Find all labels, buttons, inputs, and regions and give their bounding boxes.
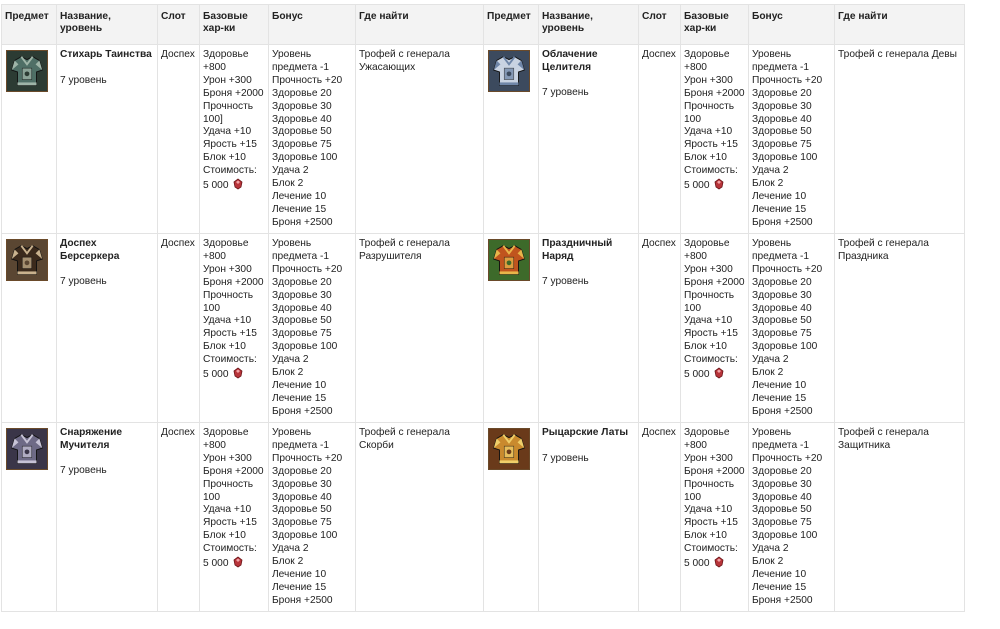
item-slot: Доспех [158,234,200,423]
base-stat-line: 100 [203,302,220,314]
base-stat-line: Блок +10 [684,152,727,164]
item-source [356,234,484,423]
item-name-cell [57,423,158,612]
bonus-line: Лечение 10 [272,568,327,580]
item-source [835,45,965,234]
base-stat-line: +800 [684,439,707,451]
base-stat-line: +800 [684,250,707,262]
base-stat-line: Урон +300 [684,263,733,275]
header-bonus: Бонус [269,5,356,45]
base-stat-line: Здоровье [203,238,249,249]
source-line: Трофей с генерала [359,427,450,438]
bonus-line: Здоровье 100 [272,341,338,353]
bonus-line: Здоровье 40 [752,113,812,125]
items-table-left [1,4,484,612]
item-bonus [749,45,835,234]
source-line: Скорби [359,439,394,451]
spiked-armor-icon [6,428,48,470]
header-item: Предмет [2,5,57,45]
base-stat-line: Прочность [684,100,735,112]
base-stat-line: Броня +2000 [203,465,264,477]
bonus-line: Лечение 10 [752,190,807,202]
item-bonus [269,45,356,234]
base-stat-line: Удача +10 [203,126,252,138]
item-name: Праздничный Наряд [542,238,613,262]
item-name: Облачение Целителя [542,49,598,73]
cost-line [203,178,265,193]
base-stat-line: Стоимость: [203,165,257,177]
bonus-line: Здоровье 30 [272,478,332,490]
base-stat-line: Прочность [203,100,254,112]
bonus-line: Лечение 10 [272,190,327,202]
currency-gem-icon [232,178,244,190]
bonus-line: предмета -1 [272,439,330,451]
bonus-line: Прочность +20 [272,452,343,464]
bonus-line: Блок 2 [752,367,784,379]
base-stat-line: Здоровье [684,238,730,249]
cost-value: 5 000 [684,180,710,192]
base-stat-line: Прочность [684,289,735,301]
item-source [356,45,484,234]
table-row [2,423,484,612]
item-name-cell [539,45,639,234]
bonus-line: Уровень [752,238,792,249]
base-stat-line: Здоровье [684,49,730,60]
bonus-line: Здоровье 50 [752,504,812,516]
base-stat-line: Урон +300 [684,452,733,464]
bonus-line: Здоровье 100 [272,530,338,542]
item-slot: Доспех [639,234,681,423]
item-name-cell [539,234,639,423]
bonus-line: Здоровье 20 [752,87,812,99]
base-stat-line: Урон +300 [203,452,252,464]
bonus-line: Здоровье 50 [272,126,332,138]
bonus-line: Прочность +20 [752,452,823,464]
cost-value: 5 000 [684,369,710,381]
base-stat-line: Броня +2000 [684,276,745,288]
item-icon-cell [484,45,539,234]
source-line: Трофей с генерала [359,238,450,249]
base-stat-line: Удача +10 [203,504,252,516]
base-stat-line: 100 [203,491,220,503]
bonus-line: Здоровье 30 [272,100,332,112]
base-stat-line: Здоровье [203,427,249,438]
base-stat-line: Урон +300 [203,263,252,275]
base-stat-line: Ярость +15 [203,139,257,151]
bonus-line: Прочность +20 [272,263,343,275]
header-where: Где найти [356,5,484,45]
bonus-line: Здоровье 30 [752,289,812,301]
base-stat-line: Прочность [684,478,735,490]
item-name: Доспех Берсеркера [60,238,120,262]
item-source [835,423,965,612]
bonus-line: Здоровье 40 [272,113,332,125]
base-stat-line: +800 [203,61,226,73]
currency-gem-icon [232,367,244,379]
bonus-line: Удача 2 [752,543,789,555]
source-line: Ужасающих [359,61,416,73]
bonus-line: Уровень [272,238,312,249]
bonus-line: Броня +2500 [752,405,813,417]
bonus-line: Здоровье 100 [752,152,818,164]
item-icon-cell [484,234,539,423]
source-line: Трофей с генерала Девы [838,49,957,60]
base-stat-line: Ярость +15 [684,328,738,340]
base-stat-line: +800 [203,250,226,262]
base-stat-line: Блок +10 [203,341,246,353]
base-stat-line: Блок +10 [203,152,246,164]
item-bonus [749,423,835,612]
base-stat-line: Стоимость: [684,543,738,555]
bonus-line: Лечение 10 [272,379,327,391]
dark-armor-icon [6,50,48,92]
item-slot: Доспех [639,423,681,612]
item-level: 7 уровень [542,87,589,98]
cost-line [203,367,265,382]
bonus-line: Здоровье 20 [272,465,332,477]
bonus-line: Здоровье 30 [752,478,812,490]
bonus-line: Здоровье 50 [272,504,332,516]
base-stat-line: 100 [684,113,701,125]
item-name: Снаряжение Мучителя [60,427,123,451]
table-header-row [2,5,484,45]
cost-value: 5 000 [203,180,229,192]
base-stat-line: Броня +2000 [203,87,264,99]
bonus-line: Здоровье 20 [752,276,812,288]
base-stat-line: Стоимость: [203,354,257,366]
bonus-line: Прочность +20 [752,74,823,86]
item-slot: Доспех [158,45,200,234]
bonus-line: Здоровье 50 [752,126,812,138]
bonus-line: Лечение 10 [752,568,807,580]
base-stat-line: 100 [684,302,701,314]
cost-line [684,367,745,382]
base-stat-line: Прочность [203,478,254,490]
item-base-stats [681,234,749,423]
bonus-line: Здоровье 40 [272,491,332,503]
bonus-line: Броня +2500 [272,216,333,228]
item-name-cell [57,234,158,423]
items-table-right [483,4,965,612]
bonus-line: Лечение 10 [752,379,807,391]
bonus-line: Лечение 15 [752,581,807,593]
base-stat-line: Ярость +15 [684,517,738,529]
currency-gem-icon [713,556,725,568]
bonus-line: предмета -1 [272,61,330,73]
base-stat-line: Прочность [203,289,254,301]
table-row [484,234,965,423]
header-item: Предмет [484,5,539,45]
base-stat-line: Удача +10 [684,126,733,138]
header-slot: Слот [639,5,681,45]
item-slot: Доспех [639,45,681,234]
bonus-line: Блок 2 [272,367,304,379]
bonus-line: предмета -1 [752,439,810,451]
item-slot: Доспех [158,423,200,612]
base-stat-line: Стоимость: [684,354,738,366]
bonus-line: Броня +2500 [272,594,333,606]
item-level: 7 уровень [60,276,107,287]
base-stat-line: Блок +10 [684,530,727,542]
source-line: Трофей с генерала [359,49,450,60]
cost-value: 5 000 [684,558,710,570]
bonus-line: Блок 2 [752,178,784,190]
base-stat-line: Удача +10 [684,315,733,327]
bonus-line: Прочность +20 [272,74,343,86]
base-stat-line: 100 [684,491,701,503]
bonus-line: Здоровье 100 [752,530,818,542]
header-base: Базовые хар-ки [681,5,749,45]
item-level: 7 уровень [60,74,107,86]
base-stat-line: Блок +10 [684,341,727,353]
bonus-line: Здоровье 20 [752,465,812,477]
base-stat-line: Удача +10 [684,504,733,516]
bonus-line: предмета -1 [272,250,330,262]
cost-line [684,178,745,193]
currency-gem-icon [232,556,244,568]
bone-armor-icon [6,239,48,281]
header-base: Базовые хар-ки [200,5,269,45]
bonus-line: Здоровье 20 [272,276,332,288]
base-stat-line: Удача +10 [203,315,252,327]
item-source [356,423,484,612]
bonus-line: Уровень [272,49,312,60]
item-base-stats [200,423,269,612]
source-line: Праздника [838,250,889,262]
bonus-line: Броня +2500 [752,594,813,606]
bonus-line: Прочность +20 [752,263,823,275]
currency-gem-icon [713,178,725,190]
bonus-line: Здоровье 40 [752,302,812,314]
item-name-cell [57,45,158,234]
festive-armor-icon [488,239,530,281]
source-line: Разрушителя [359,250,422,262]
white-armor-icon [488,50,530,92]
item-level: 7 уровень [542,452,589,464]
base-stat-line: Броня +2000 [684,465,745,477]
source-line: Защитника [838,439,891,451]
base-stat-line: Стоимость: [203,543,257,555]
item-base-stats [200,234,269,423]
bonus-line: Удача 2 [272,354,309,366]
bonus-line: Здоровье 50 [272,315,332,327]
bonus-line: предмета -1 [752,61,810,73]
bonus-line: Здоровье 75 [752,328,812,340]
bonus-line: Здоровье 75 [752,517,812,529]
bonus-line: Лечение 15 [272,581,327,593]
bonus-line: Лечение 15 [272,392,327,404]
header-slot: Слот [158,5,200,45]
bonus-line: Блок 2 [752,556,784,568]
item-base-stats [681,45,749,234]
base-stat-line: Урон +300 [203,74,252,86]
bonus-line: Удача 2 [752,165,789,177]
cost-line [684,556,745,571]
item-bonus [749,234,835,423]
item-name: Стихарь Таинства [60,49,152,60]
bonus-line: предмета -1 [752,250,810,262]
table-row [484,423,965,612]
item-icon-cell [484,423,539,612]
item-name-cell [539,423,639,612]
bonus-line: Удача 2 [272,543,309,555]
bonus-line: Здоровье 75 [272,328,332,340]
bonus-line: Здоровье 75 [272,517,332,529]
bonus-line: Уровень [752,49,792,60]
bonus-line: Здоровье 20 [272,87,332,99]
plate-armor-icon [488,428,530,470]
base-stat-line: Блок +10 [203,530,246,542]
bonus-line: Удача 2 [272,165,309,177]
table-header-row [484,5,965,45]
base-stat-line: +800 [684,61,707,73]
bonus-line: Броня +2500 [272,405,333,417]
base-stat-line: Броня +2000 [684,87,745,99]
table-row [2,234,484,423]
bonus-line: Лечение 15 [752,392,807,404]
bonus-line: Здоровье 40 [752,491,812,503]
item-icon-cell [2,423,57,612]
bonus-line: Удача 2 [752,354,789,366]
bonus-line: Здоровье 75 [272,139,332,151]
base-stat-line: Броня +2000 [203,276,264,288]
item-base-stats [681,423,749,612]
item-level: 7 уровень [542,276,589,287]
bonus-line: Здоровье 50 [752,315,812,327]
header-name: Название, уровень [539,5,639,45]
item-icon-cell [2,45,57,234]
base-stat-line: Ярость +15 [203,328,257,340]
source-line: Трофей с генерала [838,238,929,249]
base-stat-line: Ярость +15 [684,139,738,151]
bonus-line: Броня +2500 [752,216,813,228]
bonus-line: Лечение 15 [752,203,807,215]
item-name: Рыцарские Латы [542,427,629,438]
bonus-line: Здоровье 100 [272,152,338,164]
bonus-line: Здоровье 100 [752,341,818,353]
header-name: Название, уровень [57,5,158,45]
table-row [484,45,965,234]
cost-value: 5 000 [203,369,229,381]
cost-line [203,556,265,571]
bonus-line: Уровень [272,427,312,438]
base-stat-line: Ярость +15 [203,517,257,529]
bonus-line: Уровень [752,427,792,438]
item-bonus [269,423,356,612]
item-source [835,234,965,423]
header-where: Где найти [835,5,965,45]
currency-gem-icon [713,367,725,379]
bonus-line: Здоровье 75 [752,139,812,151]
item-bonus [269,234,356,423]
base-stat-line: Здоровье [684,427,730,438]
bonus-line: Лечение 15 [272,203,327,215]
source-line: Трофей с генерала [838,427,929,438]
base-stat-line: Стоимость: [684,165,738,177]
item-base-stats [200,45,269,234]
bonus-line: Блок 2 [272,556,304,568]
bonus-line: Блок 2 [272,178,304,190]
base-stat-line: 100] [203,113,223,125]
bonus-line: Здоровье 40 [272,302,332,314]
item-level: 7 уровень [60,465,107,476]
header-bonus: Бонус [749,5,835,45]
base-stat-line: Здоровье [203,49,249,60]
base-stat-line: +800 [203,439,226,451]
bonus-line: Здоровье 30 [272,289,332,301]
bonus-line: Здоровье 30 [752,100,812,112]
base-stat-line: Урон +300 [684,74,733,86]
cost-value: 5 000 [203,558,229,570]
item-icon-cell [2,234,57,423]
table-row [2,45,484,234]
